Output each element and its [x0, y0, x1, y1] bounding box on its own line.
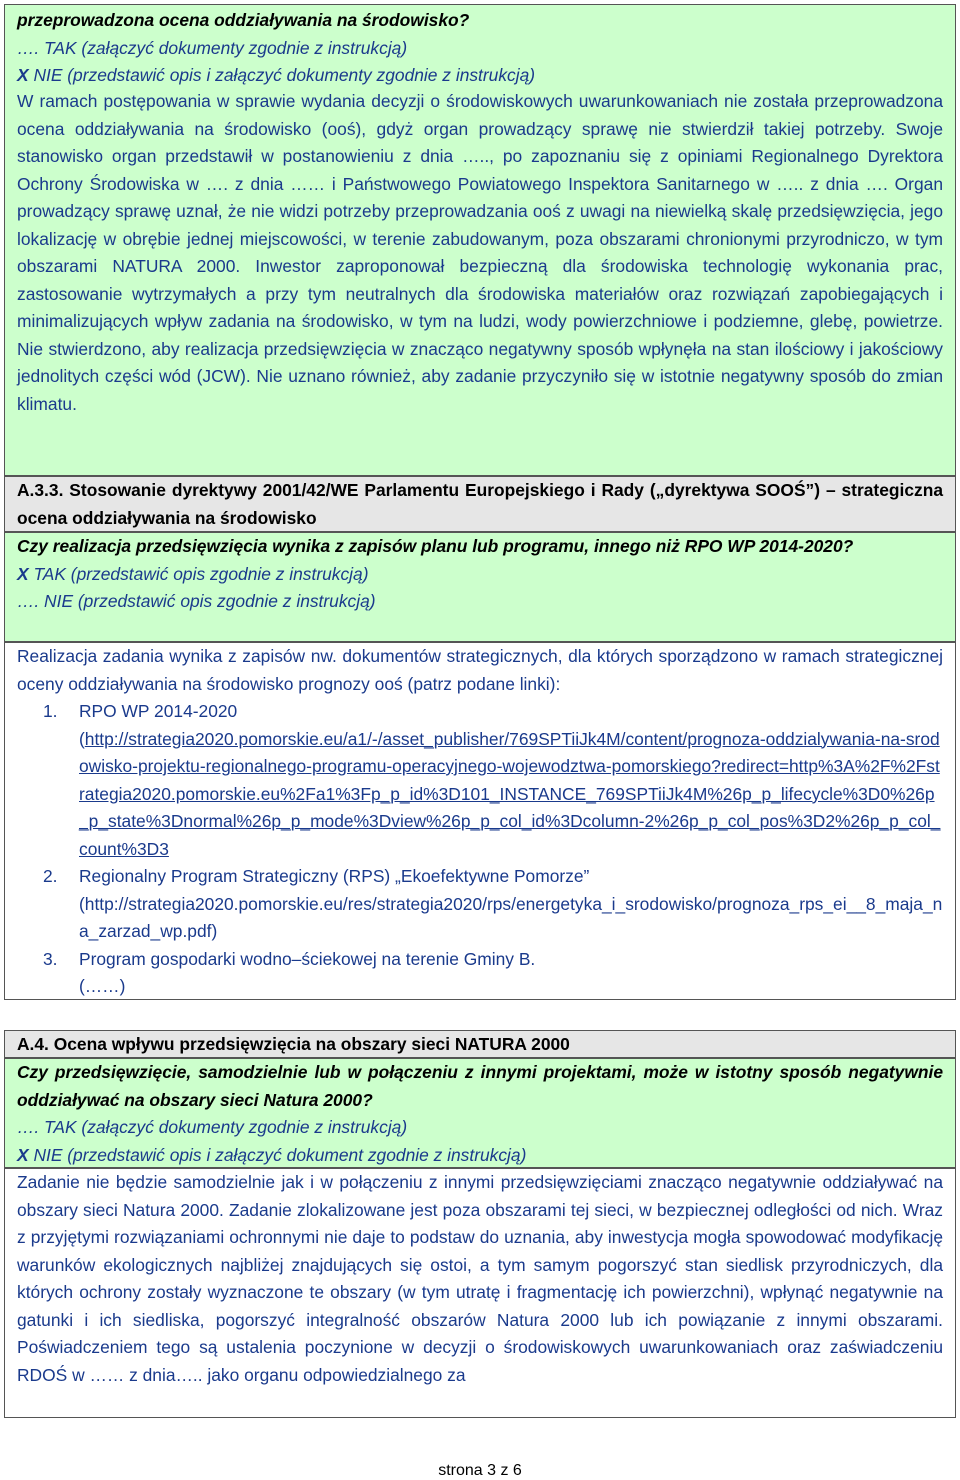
section-natura-question [4, 1058, 956, 1168]
list-item [43, 698, 943, 863]
heading-text: Stosowanie dyrektywy 2001/42/WE Parlamentu Europejskiego i Rady („dyrektywa SOOŚ”) – strategiczna ocena oddziaływania na środowisko [17, 480, 943, 528]
list-item-title: Regionalny Program Strategiczny (RPS) „Ekoefektywne Pomorze” [79, 866, 590, 886]
question-text: Czy przedsięwzięcie, samodzielnie lub w połączeniu z innymi projektami, może w istotny sposób negatywnie oddziaływać na obszary sieci Natura 2000? [17, 1062, 943, 1110]
question-tail: przeprowadzona ocena oddziaływania na środowisko? [17, 10, 470, 30]
check-mark-icon: X [17, 563, 29, 584]
list-item [43, 946, 943, 1001]
option-tak-label: TAK (przedstawić opis zgodnie z instrukcją) [28, 563, 369, 584]
section-soos-body [4, 642, 956, 1000]
option-nie [5, 62, 955, 90]
option-nie: …. NIE (przedstawić opis zgodnie z instrukcją) [17, 591, 376, 611]
heading-number: A.4. [17, 1034, 49, 1054]
option-nie-label: NIE (przedstawić opis i załączyć dokument zgodnie z instrukcją) [28, 1144, 527, 1165]
list-item [43, 863, 943, 946]
list-number: 2. [43, 866, 58, 886]
heading-text: Ocena wpływu przedsięwzięcia na obszary sieci NATURA 2000 [48, 1034, 570, 1054]
page-number: strona 3 z 6 [438, 1462, 522, 1479]
ooś-description: W ramach postępowania w sprawie wydania decyzji o środowiskowych uwarunkowaniach nie została przeprowadzona ocena oddziaływania na środowisko (ooś), gdyż organ prowadzący sprawę nie stwierdził takiej potrzeby. Swoje stanowisko organ przedstawił w postanowieniu z dnia ….., po zapoznaniu się z opiniami Regionalnego Dyrektora Ochrony Środowiska w …. z dnia …… i Państwowego Powiatowego Inspektora Sanitarnego w ….. z dnia …. Organ prowadzący sprawę uznał, że nie widzi potrzeby przeprowadzania ooś z uwagi na niewielką skalę przedsięwzięcia, jego lokalizację w obrębie jednej miejscowości, w terenie zabudowanym, poza obszarami chronionymi przyrodniczo, w tym obszarami NATURA 2000. Inwestor zaproponował bezpieczną dla środowiska technologię wykonania prac, zastosowanie wytrzymałych a przy tym neutralnych dla środowiska materiałów oraz rozwiązań zapobiegających i minimalizujących wpływ zadania na środowisko, w tym na ludzi, wody powierzchniowe i podziemne, glebę, powietrze. Nie stwierdzono, aby realizacja przedsięwzięcia w znacząco negatywny sposób wpłynęła na stan ilościowy i jakościowy jednolitych części wód (JCW). Nie uznano również, aby zadanie przyczyniło się w istotnie negatywny sposób do zmian klimatu. [17, 91, 943, 414]
list-item-title: Program gospodarki wodno–ściekowej na terenie Gminy B. [79, 948, 536, 969]
section-soos-question [4, 532, 956, 642]
list-number: 3. [43, 948, 58, 969]
section-ooś-body [4, 88, 956, 476]
soos-intro: Realizacja zadania wynika z zapisów nw. dokumentów strategicznych, dla których sporządzono w ramach strategicznej oceny oddziaływania na środowisko prognozy ooś (patrz podane linki): [17, 646, 943, 694]
list-item-extra: (……) [79, 976, 126, 996]
section-heading [5, 477, 955, 532]
option-tak: …. TAK (załączyć dokumenty zgodnie z instrukcją) [17, 37, 408, 58]
check-mark-icon: X [17, 1144, 29, 1165]
section-natura-heading [4, 1030, 956, 1058]
list-number: 1. [43, 701, 58, 721]
strategy-link[interactable]: http://strategia2020.pomorskie.eu/a1/-/asset_publisher/769SPTiiJk4M/content/prognoza-oddzialywania-na-srodowisko-projektu-regionalnego-programu-operacyjnego-wojewodztwa-pomorskiego?redirect=http%3A%2F%2Fstrategia2020.pomorskie.eu%2Fa1%3Fp_p_id%3D101_INSTANCE_769SPTiiJk4M%26p_p_lifecycle%3D0%26p_p_state%3Dnormal%26p_p_mode%3Dview%26p_p_col_id%3Dcolumn-2%26p_p_col_pos%3D2%26p_p_col_count%3D3 [79, 728, 941, 859]
section-natura-body [4, 1168, 956, 1418]
section-soos-heading [4, 476, 956, 532]
list-item-title: RPO WP 2014-2020 [79, 701, 238, 721]
option-nie [5, 1142, 955, 1170]
heading-number: A.3.3. [17, 480, 64, 500]
natura-description: Zadanie nie będzie samodzielnie jak i w połączeniu z innymi przedsięwzięciami znacząco negatywnie oddziaływać na obszary sieci Natura 2000. Zadanie zlokalizowane jest poza obszarami tej sieci, w bezpiecznej odległości od nich. Wraz z przyjętymi rozwiązaniami ochronnymi nie daje to podstaw do uznania, aby inwestycja mogła spowodować modyfikację warunków ekologicznych najbliżej znajdujących się ostoi, a tym samym pogorszyć stan siedlisk przyrodniczych, dla których ochrony zostały wyznaczone te obszary (w tym utratę i fragmentację ich powierzchni), wpłynąć negatywnie na gatunki i ich siedliska, pogorszyć integralność obszarów Natura 2000 lub ich powiązanie z innymi obszarami. Poświadczeniem tego są ustalenia poczynione w decyzji o środowiskowych uwarunkowaniach oraz zaświadczeniu RDOŚ w …… z dnia….. jako organu odpowiedzialnego za [17, 1172, 943, 1385]
question-text: Czy realizacja przedsięwzięcia wynika z zapisów planu lub programu, innego niż RPO WP 2014-2020? [17, 536, 854, 556]
paren-open: ( [79, 728, 85, 749]
option-tak [5, 561, 955, 589]
check-mark-icon: X [17, 65, 29, 85]
option-nie-label: NIE (przedstawić opis i załączyć dokumenty zgodnie z instrukcją) [28, 65, 536, 85]
document-list [5, 698, 955, 1001]
option-tak: …. TAK (załączyć dokumenty zgodnie z instrukcją) [17, 1117, 408, 1137]
section-heading [5, 1031, 955, 1059]
list-item-url: (http://strategia2020.pomorskie.eu/res/strategia2020/rps/energetyka_i_srodowisko/prognoza_rps_ei__8_maja_na_zarzad_wp.pdf) [79, 893, 943, 941]
